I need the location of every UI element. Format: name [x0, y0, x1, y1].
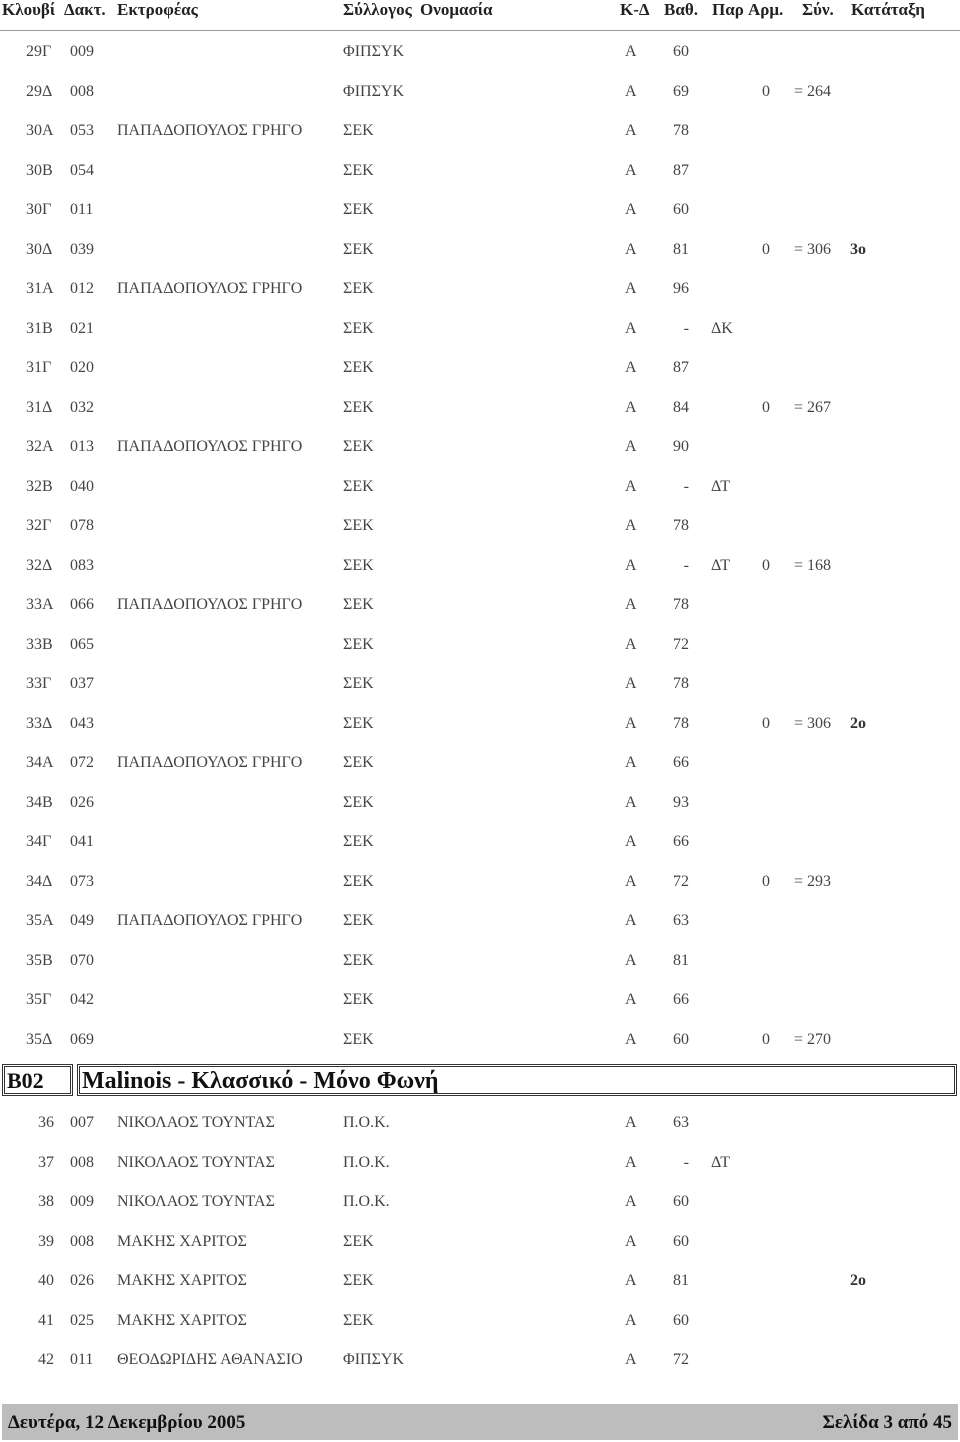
harmony-value: 0 — [762, 1030, 770, 1048]
score-value: 84 — [673, 398, 689, 416]
table-row — [0, 189, 960, 229]
cage-position: 31Β — [26, 319, 53, 337]
cage-position: 30Α — [26, 122, 54, 139]
table-row — [0, 505, 960, 545]
ring-number: 007 — [70, 1114, 94, 1131]
breeder-name: ΜΑΚΗΣ ΧΑΡΙΤΟΣ — [117, 1232, 247, 1250]
score-value: 63 — [673, 1114, 689, 1131]
ring-number: 040 — [70, 477, 94, 495]
header-total: Σύν. — [802, 0, 834, 19]
header-ring: Δακτ. — [64, 0, 106, 19]
class-code: Α — [625, 82, 637, 100]
cage-position: 33Δ — [26, 714, 53, 732]
cage-position: 32Γ — [26, 517, 52, 534]
score-value: 93 — [673, 793, 689, 811]
table-row — [0, 1339, 960, 1379]
ring-number: 043 — [70, 714, 94, 732]
club-name: ΣΕΚ — [343, 1311, 374, 1329]
table-row — [0, 624, 960, 664]
table-row — [0, 940, 960, 980]
score-value: 60 — [673, 1311, 689, 1329]
breeder-name: ΜΑΚΗΣ ΧΑΡΙΤΟΣ — [117, 1272, 247, 1289]
ring-number: 037 — [70, 675, 94, 692]
harmony-value: 0 — [762, 714, 770, 732]
cage-position: 31Δ — [26, 398, 53, 416]
ring-number: 049 — [70, 912, 94, 929]
cage-position: 33Α — [26, 596, 54, 613]
cage-position: 35Α — [26, 912, 54, 929]
total-value: = 168 — [794, 556, 832, 574]
class-code: Α — [625, 438, 637, 455]
class-code: Α — [625, 280, 637, 297]
cage-position: 32Δ — [26, 556, 53, 574]
page-footer — [2, 1404, 958, 1440]
club-name: ΣΕΚ — [343, 319, 374, 337]
score-value: - — [683, 319, 689, 337]
score-value: 60 — [673, 1232, 689, 1250]
ring-number: 011 — [70, 1351, 94, 1368]
cage-position: 34Γ — [26, 833, 52, 850]
rank-value: 2ο — [850, 1272, 866, 1289]
class-code: Α — [625, 359, 637, 376]
results-group-a — [0, 31, 960, 1058]
table-row — [0, 31, 960, 71]
cage-position: 35Δ — [26, 1030, 53, 1048]
club-name: ΣΕΚ — [343, 754, 374, 771]
class-code: Α — [625, 912, 637, 929]
class-code: Α — [625, 201, 637, 218]
club-name: ΣΕΚ — [343, 201, 374, 218]
score-value: 69 — [673, 82, 689, 100]
club-name: ΣΕΚ — [343, 161, 374, 179]
class-code: Α — [625, 517, 637, 534]
ring-number: 041 — [70, 833, 94, 850]
table-row — [0, 387, 960, 427]
harmony-value: 0 — [762, 240, 770, 258]
harmony-value: 0 — [762, 556, 770, 574]
breeder-name: ΠΑΠΑΔΟΠΟΥΛΟΣ ΓΡΗΓΟ — [117, 912, 303, 929]
ring-number: 042 — [70, 991, 94, 1008]
cage-position: 30Β — [26, 161, 53, 179]
total-value: = 267 — [794, 398, 832, 416]
class-code: Α — [625, 1030, 637, 1048]
club-name: ΣΕΚ — [343, 398, 374, 416]
ring-number: 009 — [70, 43, 94, 60]
club-name: ΦΙΠΣΥΚ — [343, 1351, 404, 1368]
ring-number: 066 — [70, 596, 94, 613]
class-code: Α — [625, 991, 637, 1008]
class-code: Α — [625, 596, 637, 613]
ring-number: 032 — [70, 398, 94, 416]
score-value: 81 — [673, 951, 689, 969]
rank-value: 3ο — [850, 240, 866, 258]
total-value: = 264 — [794, 82, 832, 100]
table-row — [0, 1019, 960, 1059]
results-group-b — [0, 1102, 960, 1379]
table-row — [0, 308, 960, 348]
section-header — [0, 1058, 960, 1102]
ring-number: 008 — [70, 1153, 94, 1171]
ring-number: 039 — [70, 240, 94, 258]
score-value: 78 — [673, 517, 689, 534]
club-name: ΣΕΚ — [343, 635, 374, 653]
score-value: 96 — [673, 280, 689, 297]
rank-value: 2ο — [850, 714, 866, 732]
score-value: 87 — [673, 359, 689, 376]
table-row — [0, 663, 960, 703]
class-code: Α — [625, 754, 637, 771]
footer-page-number: Σελίδα 3 από 45 — [822, 1412, 952, 1433]
club-name: ΣΕΚ — [343, 122, 374, 139]
table-row — [0, 782, 960, 822]
class-code: Α — [625, 1114, 637, 1131]
ring-number: 073 — [70, 872, 94, 890]
header-club: Σύλλογος — [343, 0, 412, 19]
class-code: Α — [625, 1232, 637, 1250]
cage-position: 39 — [38, 1232, 54, 1250]
header-par: Παρ — [712, 0, 744, 19]
breeder-name: ΠΑΠΑΔΟΠΟΥΛΟΣ ΓΡΗΓΟ — [117, 754, 303, 771]
score-value: 78 — [673, 122, 689, 139]
class-code: Α — [625, 122, 637, 139]
class-code: Α — [625, 477, 637, 495]
ring-number: 008 — [70, 82, 94, 100]
score-value: 60 — [673, 1030, 689, 1048]
club-name: ΣΕΚ — [343, 1272, 374, 1289]
score-value: 78 — [673, 596, 689, 613]
ring-number: 025 — [70, 1311, 94, 1329]
header-arm: Αρμ. — [748, 0, 784, 19]
cage-position: 34Α — [26, 754, 54, 771]
club-name: ΣΕΚ — [343, 240, 374, 258]
breeder-name: ΝΙΚΟΛΑΟΣ ΤΟΥΝΤΑΣ — [117, 1114, 275, 1131]
table-row — [0, 979, 960, 1019]
club-name: ΣΕΚ — [343, 991, 374, 1008]
score-value: 60 — [673, 43, 689, 60]
cage-position: 42 — [38, 1351, 54, 1368]
ring-number: 078 — [70, 517, 94, 534]
score-value: 90 — [673, 438, 689, 455]
score-value: 66 — [673, 754, 689, 771]
table-row — [0, 110, 960, 150]
club-name: ΣΕΚ — [343, 951, 374, 969]
cage-position: 37 — [38, 1153, 54, 1171]
score-value: 81 — [673, 1272, 689, 1289]
total-value: = 270 — [794, 1030, 832, 1048]
score-value: - — [683, 477, 689, 495]
cage-position: 29Δ — [26, 82, 53, 100]
club-name: ΣΕΚ — [343, 477, 374, 495]
ring-number: 070 — [70, 951, 94, 969]
cage-position: 38 — [38, 1193, 54, 1210]
header-kd: Κ-Δ — [620, 0, 650, 19]
cage-position: 36 — [38, 1114, 54, 1131]
table-row — [0, 347, 960, 387]
cage-position: 31Α — [26, 280, 54, 297]
column-header-bar — [0, 0, 960, 31]
class-code: Α — [625, 951, 637, 969]
header-name: Ονομασία — [420, 0, 493, 19]
cage-position: 41 — [38, 1311, 54, 1329]
section-title: Malinois - Κλασσικό - Μόνο Φωνή — [77, 1064, 957, 1096]
breeder-name: ΘΕΟΔΩΡΙΔΗΣ ΑΘΑΝΑΣΙΟ — [117, 1351, 303, 1368]
table-row — [0, 229, 960, 269]
table-row — [0, 268, 960, 308]
table-row — [0, 1300, 960, 1340]
cage-position: 35Β — [26, 951, 53, 969]
club-name: Π.Ο.Κ. — [343, 1153, 390, 1171]
ring-number: 012 — [70, 280, 94, 297]
table-row — [0, 1142, 960, 1182]
ring-number: 021 — [70, 319, 94, 337]
cage-position: 33Γ — [26, 675, 52, 692]
score-value: - — [683, 1153, 689, 1171]
score-value: 72 — [673, 1351, 689, 1368]
score-value: 60 — [673, 1193, 689, 1210]
class-code: Α — [625, 793, 637, 811]
club-name: Π.Ο.Κ. — [343, 1193, 390, 1210]
club-name: ΣΕΚ — [343, 793, 374, 811]
header-score: Βαθ. — [664, 0, 698, 19]
header-cage: Κλουβί — [2, 0, 56, 19]
class-code: Α — [625, 833, 637, 850]
harmony-value: 0 — [762, 398, 770, 416]
table-row — [0, 150, 960, 190]
club-name: ΣΕΚ — [343, 359, 374, 376]
breeder-name: ΜΑΚΗΣ ΧΑΡΙΤΟΣ — [117, 1311, 247, 1329]
ring-number: 026 — [70, 793, 94, 811]
club-name: ΣΕΚ — [343, 596, 374, 613]
score-value: 66 — [673, 833, 689, 850]
table-row — [0, 1221, 960, 1261]
class-code: Α — [625, 1193, 637, 1210]
table-row — [0, 584, 960, 624]
cage-position: 35Γ — [26, 991, 52, 1008]
ring-number: 020 — [70, 359, 94, 376]
table-row — [0, 742, 960, 782]
score-note: ΔΤ — [711, 477, 730, 495]
footer-date: Δευτέρα, 12 Δεκεμβρίου 2005 — [8, 1412, 246, 1433]
club-name: ΣΕΚ — [343, 1232, 374, 1250]
breeder-name: ΠΑΠΑΔΟΠΟΥΛΟΣ ΓΡΗΓΟ — [117, 122, 303, 139]
score-value: 63 — [673, 912, 689, 929]
table-row — [0, 466, 960, 506]
class-code: Α — [625, 398, 637, 416]
class-code: Α — [625, 240, 637, 258]
score-note: ΔΤ — [711, 556, 730, 574]
cage-position: 34Β — [26, 793, 53, 811]
class-code: Α — [625, 872, 637, 890]
class-code: Α — [625, 161, 637, 179]
table-row — [0, 861, 960, 901]
table-row — [0, 426, 960, 466]
class-code: Α — [625, 675, 637, 692]
club-name: ΣΕΚ — [343, 675, 374, 692]
results-list — [0, 31, 960, 1379]
total-value: = 306 — [794, 714, 832, 732]
score-value: 78 — [673, 675, 689, 692]
class-code: Α — [625, 714, 637, 732]
club-name: ΣΕΚ — [343, 556, 374, 574]
class-code: Α — [625, 1272, 637, 1289]
cage-position: 32Β — [26, 477, 53, 495]
ring-number: 069 — [70, 1030, 94, 1048]
table-row — [0, 703, 960, 743]
total-value: = 293 — [794, 872, 832, 890]
header-rank: Κατάταξη — [851, 0, 925, 19]
table-row — [0, 71, 960, 111]
club-name: ΣΕΚ — [343, 280, 374, 297]
club-name: ΣΕΚ — [343, 1030, 374, 1048]
breeder-name: ΝΙΚΟΛΑΟΣ ΤΟΥΝΤΑΣ — [117, 1153, 275, 1171]
cage-position: 34Δ — [26, 872, 53, 890]
ring-number: 013 — [70, 438, 94, 455]
table-row — [0, 821, 960, 861]
club-name: ΣΕΚ — [343, 517, 374, 534]
club-name: ΣΕΚ — [343, 912, 374, 929]
cage-position: 32Α — [26, 438, 54, 455]
section-code: B02 — [2, 1064, 73, 1096]
ring-number: 008 — [70, 1232, 94, 1250]
class-code: Α — [625, 1311, 637, 1329]
ring-number: 065 — [70, 635, 94, 653]
class-code: Α — [625, 1153, 637, 1171]
class-code: Α — [625, 556, 637, 574]
cage-position: 30Γ — [26, 201, 52, 218]
harmony-value: 0 — [762, 872, 770, 890]
ring-number: 072 — [70, 754, 94, 771]
club-name: Π.Ο.Κ. — [343, 1114, 390, 1131]
club-name: ΣΕΚ — [343, 833, 374, 850]
score-note: ΔΚ — [711, 319, 733, 337]
class-code: Α — [625, 1351, 637, 1368]
score-note: ΔΤ — [711, 1153, 730, 1171]
table-row — [0, 1260, 960, 1300]
ring-number: 009 — [70, 1193, 94, 1210]
cage-position: 31Γ — [26, 359, 52, 376]
table-row — [0, 1181, 960, 1221]
cage-position: 30Δ — [26, 240, 53, 258]
score-value: 87 — [673, 161, 689, 179]
breeder-name: ΠΑΠΑΔΟΠΟΥΛΟΣ ΓΡΗΓΟ — [117, 596, 303, 613]
score-value: 60 — [673, 201, 689, 218]
total-value: = 306 — [794, 240, 832, 258]
table-row — [0, 900, 960, 940]
score-value: 72 — [673, 635, 689, 653]
ring-number: 054 — [70, 161, 94, 179]
cage-position: 33Β — [26, 635, 53, 653]
class-code: Α — [625, 635, 637, 653]
breeder-name: ΝΙΚΟΛΑΟΣ ΤΟΥΝΤΑΣ — [117, 1193, 275, 1210]
score-value: 66 — [673, 991, 689, 1008]
class-code: Α — [625, 43, 637, 60]
cage-position: 40 — [38, 1272, 54, 1289]
class-code: Α — [625, 319, 637, 337]
breeder-name: ΠΑΠΑΔΟΠΟΥΛΟΣ ΓΡΗΓΟ — [117, 438, 303, 455]
table-row — [0, 545, 960, 585]
ring-number: 053 — [70, 122, 94, 139]
breeder-name: ΠΑΠΑΔΟΠΟΥΛΟΣ ΓΡΗΓΟ — [117, 280, 303, 297]
club-name: ΦΙΠΣΥΚ — [343, 82, 404, 100]
score-value: 78 — [673, 714, 689, 732]
cage-position: 29Γ — [26, 43, 52, 60]
ring-number: 026 — [70, 1272, 94, 1289]
harmony-value: 0 — [762, 82, 770, 100]
header-breeder: Εκτροφέας — [117, 0, 198, 19]
score-value: 81 — [673, 240, 689, 258]
club-name: ΣΕΚ — [343, 714, 374, 732]
score-value: 72 — [673, 872, 689, 890]
ring-number: 011 — [70, 201, 94, 218]
ring-number: 083 — [70, 556, 94, 574]
club-name: ΣΕΚ — [343, 872, 374, 890]
table-row — [0, 1102, 960, 1142]
club-name: ΣΕΚ — [343, 438, 374, 455]
club-name: ΦΙΠΣΥΚ — [343, 43, 404, 60]
score-value: - — [683, 556, 689, 574]
